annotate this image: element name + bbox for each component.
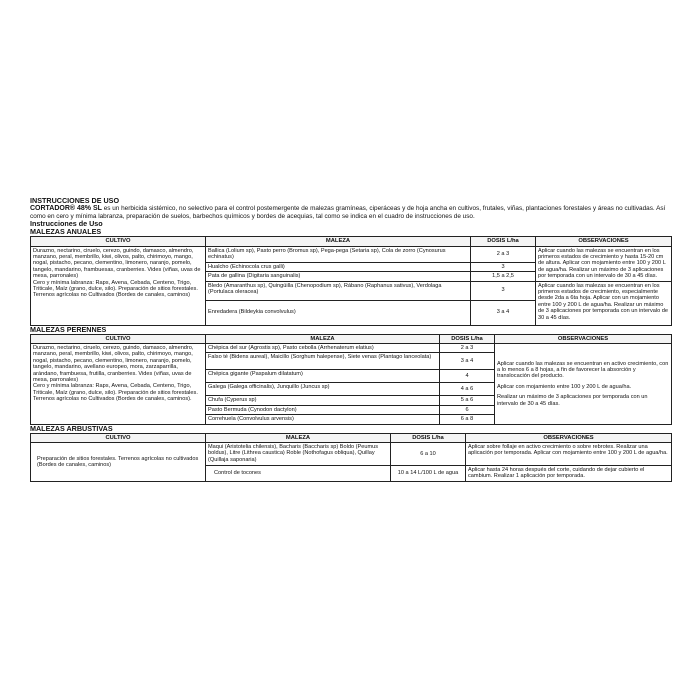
intro-text: es un herbicida sistémico, no selectivo para el control postemergente de malezas gramíneas, ciperáceas y de hoja ancha en cultivos, frutales, viñas, plantaciones forestales y áreas no cultivadas. Así como en cero y mínima labranza, preparación de suelos, barbechos químicos y bordes de acequias, tal como se indica en el cuadro de instrucciones de uso. xyxy=(30,205,666,220)
dosis-cell: 4 a 6 xyxy=(440,383,495,396)
maleza-cell: Chépica gigante (Paspalum dilatatum) xyxy=(206,370,440,383)
table-header-row xyxy=(31,334,672,343)
section-title-arbustivas: MALEZAS ARBUSTIVAS xyxy=(30,423,113,433)
table-row xyxy=(31,443,672,466)
cultivo-text: Cero y mínima labranza: Raps, Avena, Cebada, Centeno, Trigo, Triticale, Maíz (grano, dulce, silo). Preparación de sitios forestales. Terrenos agrícolas no Cultivados (Bordes de canales, caminos) xyxy=(33,279,198,299)
dosis-cell: 3 xyxy=(471,281,536,300)
dosis-cell: 3 xyxy=(471,262,536,272)
section-title-perennes: MALEZAS PERENNES xyxy=(30,324,107,334)
header-cultivo: CULTIVO xyxy=(31,334,206,343)
header-dosis: DOSIS L/ha xyxy=(471,237,536,246)
cultivo-text: Durazno, nectarino, ciruelo, cerezo, guindo, damasco, almendro, manzano, peral, membrillo, kiwi, olivos, palto, chirimoyo, mango, nogal, pistacho, pecano, clementino, limonero, naranjo, pomelo, tangelo, mandarino, avellano europeo, mora, zarzaparrilla, arándano, frambuesa, frutilla, cranberries. Vides (viñas, uvas de mesa, parronales) xyxy=(33,345,194,384)
maleza-cell: Falso té (Bidens aureal), Maicillo (Sorghum halepense), Siete venas (Plantago lanceolata) xyxy=(206,353,440,370)
table-anuales xyxy=(30,236,672,325)
section-title-anuales: MALEZAS ANUALES xyxy=(30,227,102,237)
header-maleza: MALEZA xyxy=(206,433,391,442)
maleza-cell: Bledo (Amaranthus sp), Quingüilla (Chenopodium sp), Rábano (Raphanus sativus), Verdolaga (Portulaca oleracea) xyxy=(206,281,471,300)
observaciones-cell: Aplicar cuando las malezas se encuentran en los primeros estados de crecimiento, especialmente desde 2da a 6ta hoja. Aplicar con un mojamiento entre 100 y 200 L de agua/ha. Realizar un máximo de 3 aplicaciones por temporada con un intervalo de 30 a 45 días. xyxy=(536,281,672,325)
intro-paragraph xyxy=(30,205,671,220)
table-header-row xyxy=(31,433,672,442)
header-dosis: DOSIS L/ha xyxy=(391,433,466,442)
observaciones-text: Aplicar cuando las malezas se encuentran en activo crecimiento, con a lo menos 6 a 8 hojas, a fin de favorecer la absorción y translocación del producto. xyxy=(497,360,669,380)
header-maleza: MALEZA xyxy=(206,237,471,246)
header-observaciones: OBSERVACIONES xyxy=(536,237,672,246)
table-perennes xyxy=(30,334,672,425)
dosis-cell: 10 a 14 L/100 L de agua xyxy=(391,466,466,482)
instructions-subtitle: Instrucciones de Uso xyxy=(30,219,103,229)
product-name: CORTADOR® 48% SL xyxy=(30,205,102,212)
dosis-cell: 6 xyxy=(440,405,495,414)
table-header-row xyxy=(31,237,672,246)
maleza-cell: Control de tocones xyxy=(206,466,391,482)
dosis-cell: 6 a 10 xyxy=(391,443,466,466)
observaciones-text: Realizar un máximo de 3 aplicaciones por temporada con un intervalo de 30 a 45 días. xyxy=(497,394,648,407)
cultivo-cell xyxy=(31,246,206,325)
maleza-cell: Correhuela (Convolvulus arvensis) xyxy=(206,415,440,424)
maleza-cell: Hualcho (Echinocola crus galli) xyxy=(206,262,471,272)
maleza-cell: Pasto Bermuda (Cynodon dactylon) xyxy=(206,405,440,414)
observaciones-cell: Aplicar cuando las malezas se encuentran en los primeros estados de crecimiento y hasta 15-20 cm de altura. Aplicar con mojamiento entre 100 y 200 L de agua/ha. Realizar un máximo de 3 aplicaciones por temporada con un intervalo de 30 a 45 días. xyxy=(536,246,672,281)
label-document xyxy=(30,197,671,482)
header-dosis: DOSIS L/ha xyxy=(440,334,495,343)
dosis-cell: 2 a 3 xyxy=(440,344,495,353)
header-cultivo: CULTIVO xyxy=(31,433,206,442)
dosis-cell: 6 a 8 xyxy=(440,415,495,424)
heading: INSTRUCCIONES DE USO xyxy=(30,196,120,205)
dosis-cell: 3 a 4 xyxy=(471,300,536,325)
maleza-cell: Galega (Galega officinalis), Junquillo (Juncus sp) xyxy=(206,383,440,396)
header-observaciones: OBSERVACIONES xyxy=(466,433,672,442)
observaciones-cell xyxy=(495,344,672,425)
header-cultivo: CULTIVO xyxy=(31,237,206,246)
observaciones-text: Aplicar con mojamiento entre 100 y 200 L de agua/ha. xyxy=(497,383,632,390)
maleza-cell: Enredadera (Bildeykia convolvulus) xyxy=(206,300,471,325)
cultivo-text: Cero y mínima labranza: Raps, Avena, Cebada, Centeno, Trigo, Triticale, Maíz (grano, dulce, silo). Preparación de sitios forestales. Terrenos agrícolas no Cultivados (Bordes de canales, caminos). xyxy=(33,383,198,403)
dosis-cell: 3 a 4 xyxy=(440,353,495,370)
table-arbustivas xyxy=(30,433,672,482)
cultivo-cell xyxy=(31,344,206,425)
dosis-cell: 5 a 6 xyxy=(440,396,495,405)
maleza-cell: Chufa (Cyperus sp) xyxy=(206,396,440,405)
dosis-cell: 4 xyxy=(440,370,495,383)
cultivo-text: Durazno, nectarino, ciruelo, cerezo, guindo, damasco, almendro, manzano, peral, membrillo, kiwi, olivos, palto, chirimoyo, mango, nogal, pistacho, pecano, clementino, limonero, naranjo, pomelo, tangelo, mandarino, frambuesas, cranberries. Vides (viñas, uvas de mesa, parronales) xyxy=(33,247,201,280)
observaciones-cell: Aplicar sobre follaje en activo crecimiento o sobre rebrotes. Realizar una aplicación por temporada. Aplicar con mojamiento entre 100 y 200 L de agua/ha. xyxy=(466,443,672,466)
header-maleza: MALEZA xyxy=(206,334,440,343)
table-row xyxy=(31,246,672,262)
dosis-cell: 1,5 a 2,5 xyxy=(471,272,536,282)
maleza-cell: Chépica del sur (Agrostis sp), Pasto cebolla (Arrhenaterum elatius) xyxy=(206,344,440,353)
maleza-cell: Pata de gallina (Digitaria sanguinalis) xyxy=(206,272,471,282)
dosis-cell: 2 a 3 xyxy=(471,246,536,262)
table-row xyxy=(31,344,672,353)
maleza-cell: Ballica (Lolium sp), Pasto perro (Bromus sp), Pega-pega (Setaria sp), Cola de zorro (Cynosurus echinatus) xyxy=(206,246,471,262)
maleza-cell: Maqui (Aristotelia chilensis), Bacharis (Baccharis sp) Boldo (Peumus boldus), Litre (Lithrea caustica) Roble (Nothofagus obliqua), Quillay (Quillaja saponaria) xyxy=(206,443,391,466)
observaciones-cell: Aplicar hasta 24 horas después del corte, cuidando de dejar cubierto el cambium. Realizar 1 aplicación por temporada. xyxy=(466,466,672,482)
cultivo-cell: Preparación de sitios forestales. Terrenos agrícolas no cultivados (Bordes de canales, caminos) xyxy=(31,443,206,482)
header-observaciones: OBSERVACIONES xyxy=(495,334,672,343)
